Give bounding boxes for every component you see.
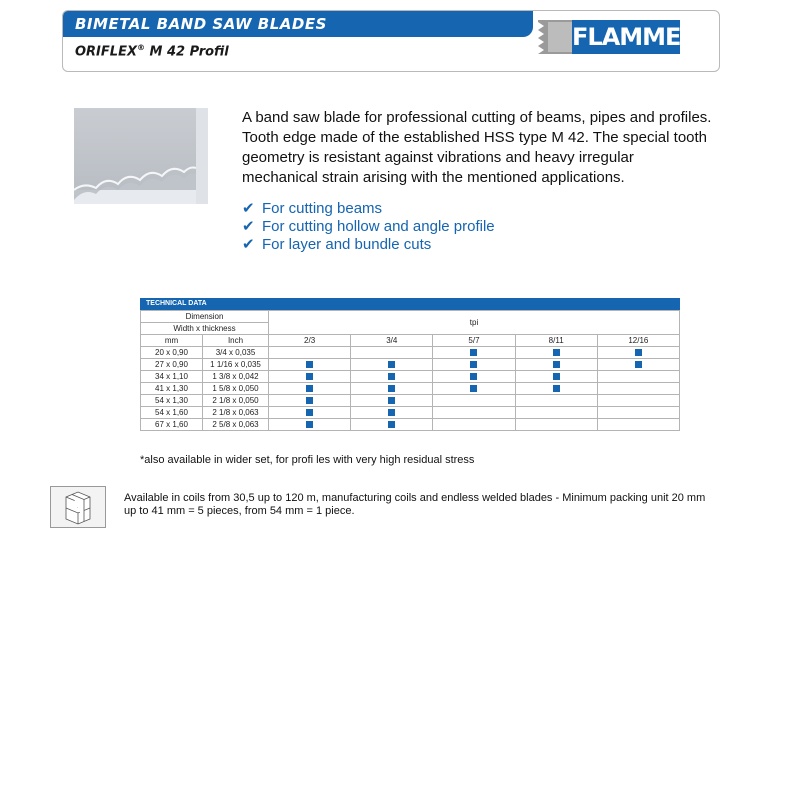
tpi-cell	[515, 407, 597, 419]
available-marker-icon	[553, 385, 560, 392]
tpi-column-header: 2/3	[269, 335, 351, 347]
tpi-column-header: 3/4	[351, 335, 433, 347]
available-marker-icon	[388, 409, 395, 416]
feature-label: For cutting hollow and angle profile	[262, 218, 495, 235]
available-marker-icon	[553, 349, 560, 356]
mm-header: mm	[141, 335, 203, 347]
tpi-cell	[433, 383, 515, 395]
tpi-cell	[269, 347, 351, 359]
available-marker-icon	[388, 397, 395, 404]
available-marker-icon	[635, 361, 642, 368]
available-marker-icon	[388, 385, 395, 392]
check-icon: ✔	[242, 236, 255, 253]
dimension-header: Dimension	[141, 311, 269, 323]
tpi-cell	[515, 419, 597, 431]
tpi-cell	[515, 383, 597, 395]
available-marker-icon	[306, 421, 313, 428]
footnote: *also available in wider set, for profi les with very high residual stress	[140, 454, 475, 466]
available-marker-icon	[470, 373, 477, 380]
tpi-cell	[351, 407, 433, 419]
tpi-cell	[351, 371, 433, 383]
tpi-cell	[515, 347, 597, 359]
check-icon: ✔	[242, 218, 255, 235]
mm-cell: 20 x 0,90	[141, 347, 203, 359]
tpi-cell	[597, 359, 679, 371]
tpi-column-header: 5/7	[433, 335, 515, 347]
check-icon: ✔	[242, 200, 255, 217]
tpi-column-header: 8/11	[515, 335, 597, 347]
table-row	[141, 347, 680, 359]
inch-cell: 2 5/8 x 0,063	[203, 419, 269, 431]
inch-cell: 1 1/16 x 0,035	[203, 359, 269, 371]
tpi-cell	[269, 371, 351, 383]
tpi-cell	[597, 383, 679, 395]
available-marker-icon	[306, 385, 313, 392]
available-marker-icon	[553, 373, 560, 380]
inch-header: Inch	[203, 335, 269, 347]
tpi-cell	[269, 419, 351, 431]
feature-item	[242, 236, 702, 254]
technical-data	[140, 298, 680, 431]
feature-item	[242, 218, 702, 236]
tpi-cell	[515, 359, 597, 371]
available-marker-icon	[553, 361, 560, 368]
inch-cell: 2 1/8 x 0,063	[203, 407, 269, 419]
product-suffix: M 42 Profil	[144, 44, 229, 60]
tpi-cell	[269, 407, 351, 419]
tpi-cell	[351, 395, 433, 407]
mm-cell: 34 x 1,10	[141, 371, 203, 383]
tpi-cell	[269, 359, 351, 371]
tpi-cell	[597, 395, 679, 407]
table-row	[141, 407, 680, 419]
tpi-cell	[269, 395, 351, 407]
tpi-cell	[597, 371, 679, 383]
mm-cell: 67 x 1,60	[141, 419, 203, 431]
tpi-cell	[433, 371, 515, 383]
available-marker-icon	[306, 409, 313, 416]
table-row	[141, 359, 680, 371]
tpi-cell	[351, 383, 433, 395]
header-title-band	[63, 11, 533, 37]
available-marker-icon	[388, 421, 395, 428]
tpi-cell	[515, 371, 597, 383]
table-row	[141, 383, 680, 395]
package-icon	[50, 486, 106, 528]
table-row	[141, 419, 680, 431]
tpi-cell	[433, 395, 515, 407]
mm-cell: 54 x 1,60	[141, 407, 203, 419]
feature-item	[242, 200, 702, 218]
tpi-cell	[515, 395, 597, 407]
inch-cell: 1 5/8 x 0,050	[203, 383, 269, 395]
tpi-cell	[351, 359, 433, 371]
feature-label: For cutting beams	[262, 200, 383, 217]
available-marker-icon	[306, 373, 313, 380]
available-marker-icon	[470, 385, 477, 392]
tpi-cell	[433, 407, 515, 419]
tpi-cell	[433, 347, 515, 359]
product-brand: ORIFLEX	[75, 44, 137, 60]
width-thickness-header: Width x thickness	[141, 323, 269, 335]
registered-mark: ®	[136, 43, 145, 52]
tpi-cell	[597, 407, 679, 419]
boxes-icon	[51, 487, 105, 527]
inch-cell: 1 3/8 x 0,042	[203, 371, 269, 383]
product-name	[75, 43, 229, 59]
available-marker-icon	[306, 397, 313, 404]
technical-data-table	[140, 310, 680, 431]
mm-cell: 41 x 1,30	[141, 383, 203, 395]
mm-cell: 27 x 0,90	[141, 359, 203, 371]
tpi-cell	[433, 419, 515, 431]
available-marker-icon	[470, 361, 477, 368]
available-marker-icon	[388, 361, 395, 368]
product-description: A band saw blade for professional cutting of beams, pipes and profiles. Tooth edge made of the established HSS type M 42. The special tooth geometry is resistant against vibrations and heavy irregular mechanical strain arising with the mentioned applications.	[242, 109, 712, 186]
available-marker-icon	[470, 349, 477, 356]
inch-cell: 2 1/8 x 0,050	[203, 395, 269, 407]
saw-blade-image	[74, 108, 208, 204]
logo-text: FLAMME	[572, 20, 680, 54]
tpi-cell	[597, 419, 679, 431]
technical-data-title: TECHNICAL DATA	[140, 298, 680, 310]
tpi-header: tpi	[269, 311, 680, 335]
tpi-cell	[597, 347, 679, 359]
available-marker-icon	[388, 373, 395, 380]
tpi-cell	[269, 383, 351, 395]
flamme-logo	[538, 18, 684, 58]
available-marker-icon	[306, 361, 313, 368]
tpi-cell	[351, 419, 433, 431]
inch-cell: 3/4 x 0,035	[203, 347, 269, 359]
tpi-cell	[351, 347, 433, 359]
table-row	[141, 371, 680, 383]
available-marker-icon	[635, 349, 642, 356]
table-row	[141, 395, 680, 407]
feature-list	[242, 200, 702, 254]
tpi-column-header: 12/16	[597, 335, 679, 347]
mm-cell: 54 x 1,30	[141, 395, 203, 407]
packaging-info: Available in coils from 30,5 up to 120 m, manufacturing coils and endless welded blades - Minimum packing unit 20 mm up to 41 mm = 5 pieces, from 54 mm = 1 piece.	[124, 492, 706, 517]
header-title: BIMETAL BAND SAW BLADES	[75, 15, 327, 33]
feature-label: For layer and bundle cuts	[262, 236, 432, 253]
tpi-cell	[433, 359, 515, 371]
